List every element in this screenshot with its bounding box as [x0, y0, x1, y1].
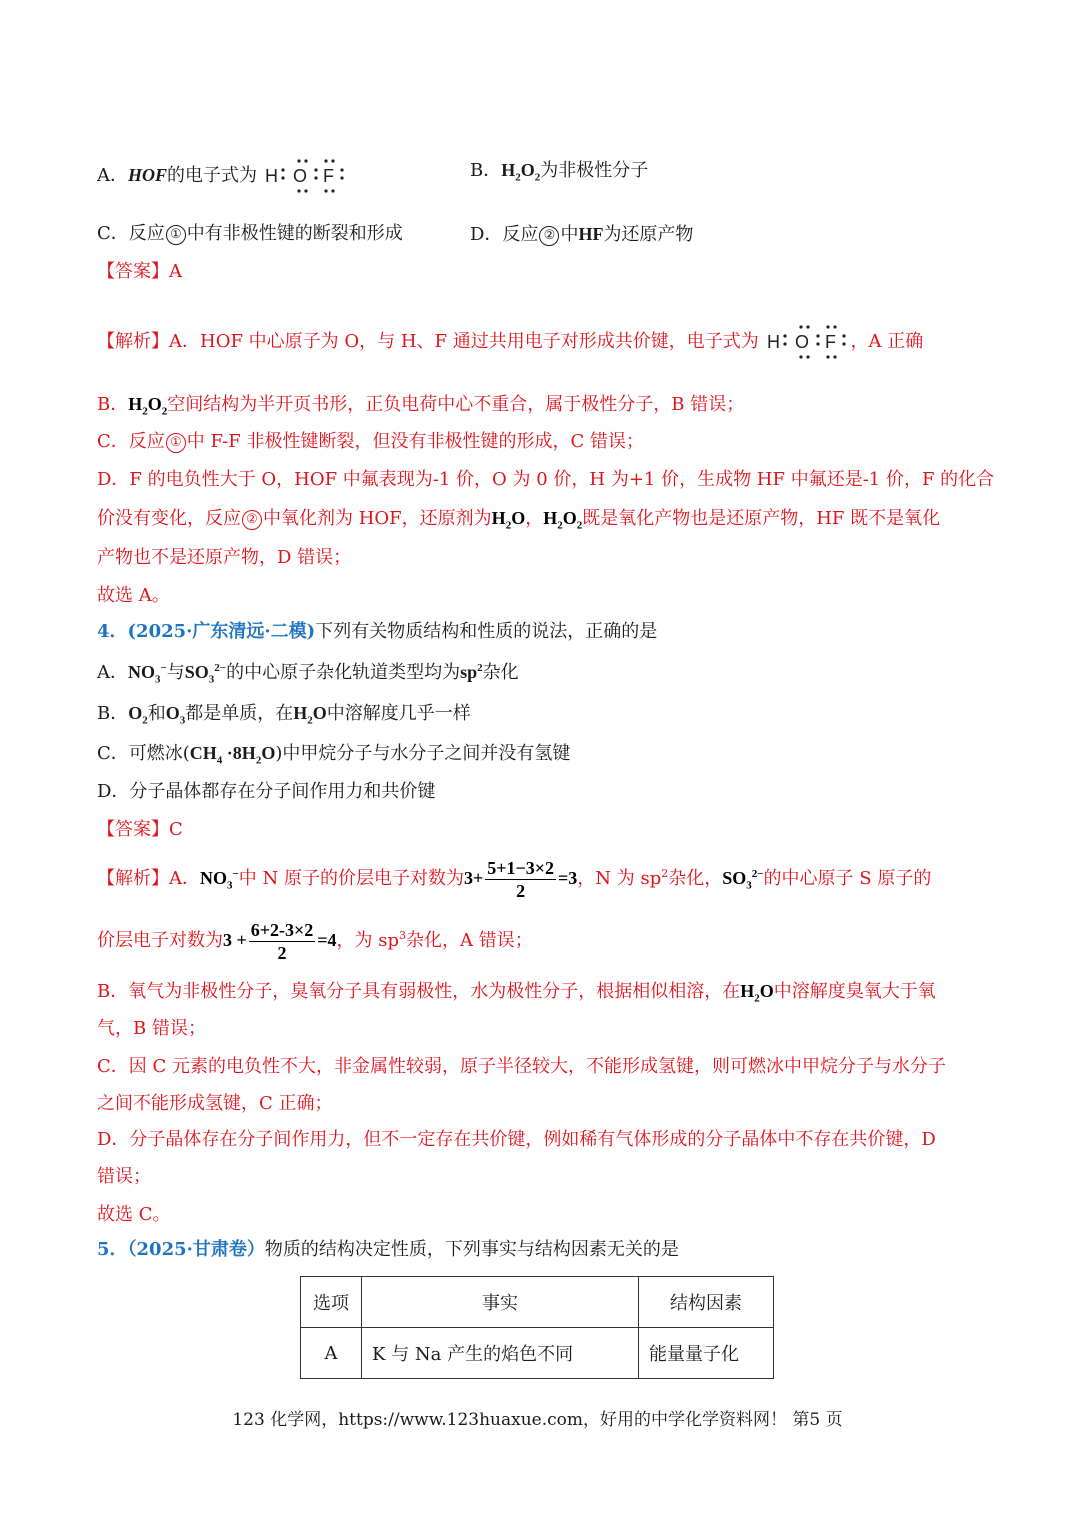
q4-conclusion: 故选 C。	[97, 1204, 171, 1225]
q4-stem: 4．(2025·广东清远·二模)下列有关物质结构和性质的说法，正确的是	[97, 621, 658, 642]
q5-stem: 5．（2025·甘肃卷）物质的结构决定性质，下列事实与结构因素无关的是	[97, 1239, 679, 1260]
q4-analysis-a1: 【解析】A．$NO_3^-$中 N 原子的价层电子对数为3+ $\frac{5+1-3\times 2}{2}$ =3，N 为 $sp^2$杂化，$SO_3^{2-}$的中心原子 S 原子的	[97, 857, 932, 901]
option-a: A．HOF的电子式为 H O F	[97, 158, 349, 194]
q4-option-c: C．可燃冰$(CH_4 \cdot 8H_2O)$中甲烷分子与水分子之间并没有氢键	[97, 743, 571, 767]
option-b: B．$H_2O_2$为非极性分子	[470, 160, 649, 184]
option-d: D．反应 ② 中HF为还原产物	[470, 224, 694, 245]
svg-text:F: F	[322, 166, 334, 186]
table-cell: A	[301, 1328, 362, 1379]
q4-analysis-c1: C．因 C 元素的电负性不大，非金属性较弱，原子半径较大，不能形成氢键，则可燃冰中甲烷分子与水分子	[97, 1056, 946, 1077]
table-row	[301, 1328, 774, 1379]
q4-option-a: A．$NO_3^-$与$SO_3^{2-}$的中心原子杂化轨道类型均为$sp^2$杂化	[97, 662, 519, 686]
q4-answer: 【答案】C	[97, 819, 183, 840]
q3-analysis-c: C．反应 ① 中 F-F 非极性键断裂，但没有非极性键的形成，C 错误；	[97, 431, 644, 452]
hof-electron-formula-icon	[765, 324, 851, 360]
table-header: 结构因素	[639, 1277, 774, 1328]
q4-option-b: B．$O_2$和$O_3$都是单质，在$H_2O$中溶解度几乎一样	[97, 703, 471, 727]
table-header: 事实	[362, 1277, 639, 1328]
q3-analysis-d3: 产物也不是还原产物，D 错误；	[97, 547, 352, 568]
q3-conclusion: 故选 A。	[97, 585, 170, 606]
q3-analysis-b: B．$H_2O_2$空间结构为半开页书形，正负电荷中心不重合，属于极性分子，B 错误；	[97, 394, 745, 418]
q4-option-d: D．分子晶体都存在分子间作用力和共价键	[97, 781, 436, 802]
q3-analysis-a: 【解析】A．HOF 中心原子为 O，与 H、F 通过共用电子对形成共价键，电子式为 H O F ，A 正确	[97, 324, 923, 360]
hof-electron-formula-icon	[263, 158, 349, 194]
q5-table	[300, 1276, 774, 1379]
table-cell: 能量量子化	[639, 1328, 774, 1379]
option-c: C．反应 ① 中有非极性键的断裂和形成	[97, 223, 403, 244]
q3-answer: 【答案】A	[97, 261, 182, 282]
q4-analysis-c2: 之间不能形成氢键，C 正确；	[97, 1093, 333, 1114]
fraction-1: $\frac{5+1-3\times 2}{2}$	[487, 857, 555, 901]
q4-analysis-a2: 价层电子对数为3 + $\frac{6+2-3\times 2}{2}$ =4，为 $sp^3$杂化，A 错误；	[97, 919, 533, 963]
fraction-2: $\frac{6+2-3\times 2}{2}$	[250, 919, 314, 963]
table-header: 选项	[301, 1277, 362, 1328]
q4-analysis-b1: B．氧气为非极性分子，臭氧分子具有弱极性，水为极性分子，根据相似相溶，在$H_2O$中溶解度臭氧大于氧	[97, 981, 936, 1005]
q4-analysis-b2: 气，B 错误；	[97, 1018, 206, 1039]
svg-text:O: O	[794, 332, 809, 352]
table-header-row	[301, 1277, 774, 1328]
svg-text:H: H	[766, 332, 780, 352]
q4-analysis-d2: 错误；	[97, 1166, 151, 1187]
svg-text:F: F	[824, 332, 836, 352]
q4-analysis-d1: D．分子晶体存在分子间作用力，但不一定存在共价键，例如稀有气体形成的分子晶体中不存在共价键，D	[97, 1129, 936, 1150]
svg-text:H: H	[264, 166, 278, 186]
page-footer: 123 化学网，https://www.123huaxue.com，好用的中学化学资料网！ 第5 页	[232, 1410, 843, 1430]
q3-analysis-d2: 价没有变化，反应 ② 中氧化剂为 HOF，还原剂为$H_2O$，$H_2O_2$既是氧化产物也是还原产物，HF 既不是氧化	[97, 508, 941, 532]
svg-text:O: O	[292, 166, 307, 186]
table-cell: K 与 Na 产生的焰色不同	[362, 1328, 639, 1379]
q3-analysis-d1: D．F 的电负性大于 O，HOF 中氟表现为-1 价，O 为 0 价，H 为+1 价，生成物 HF 中氟还是-1 价，F 的化合	[97, 469, 995, 490]
